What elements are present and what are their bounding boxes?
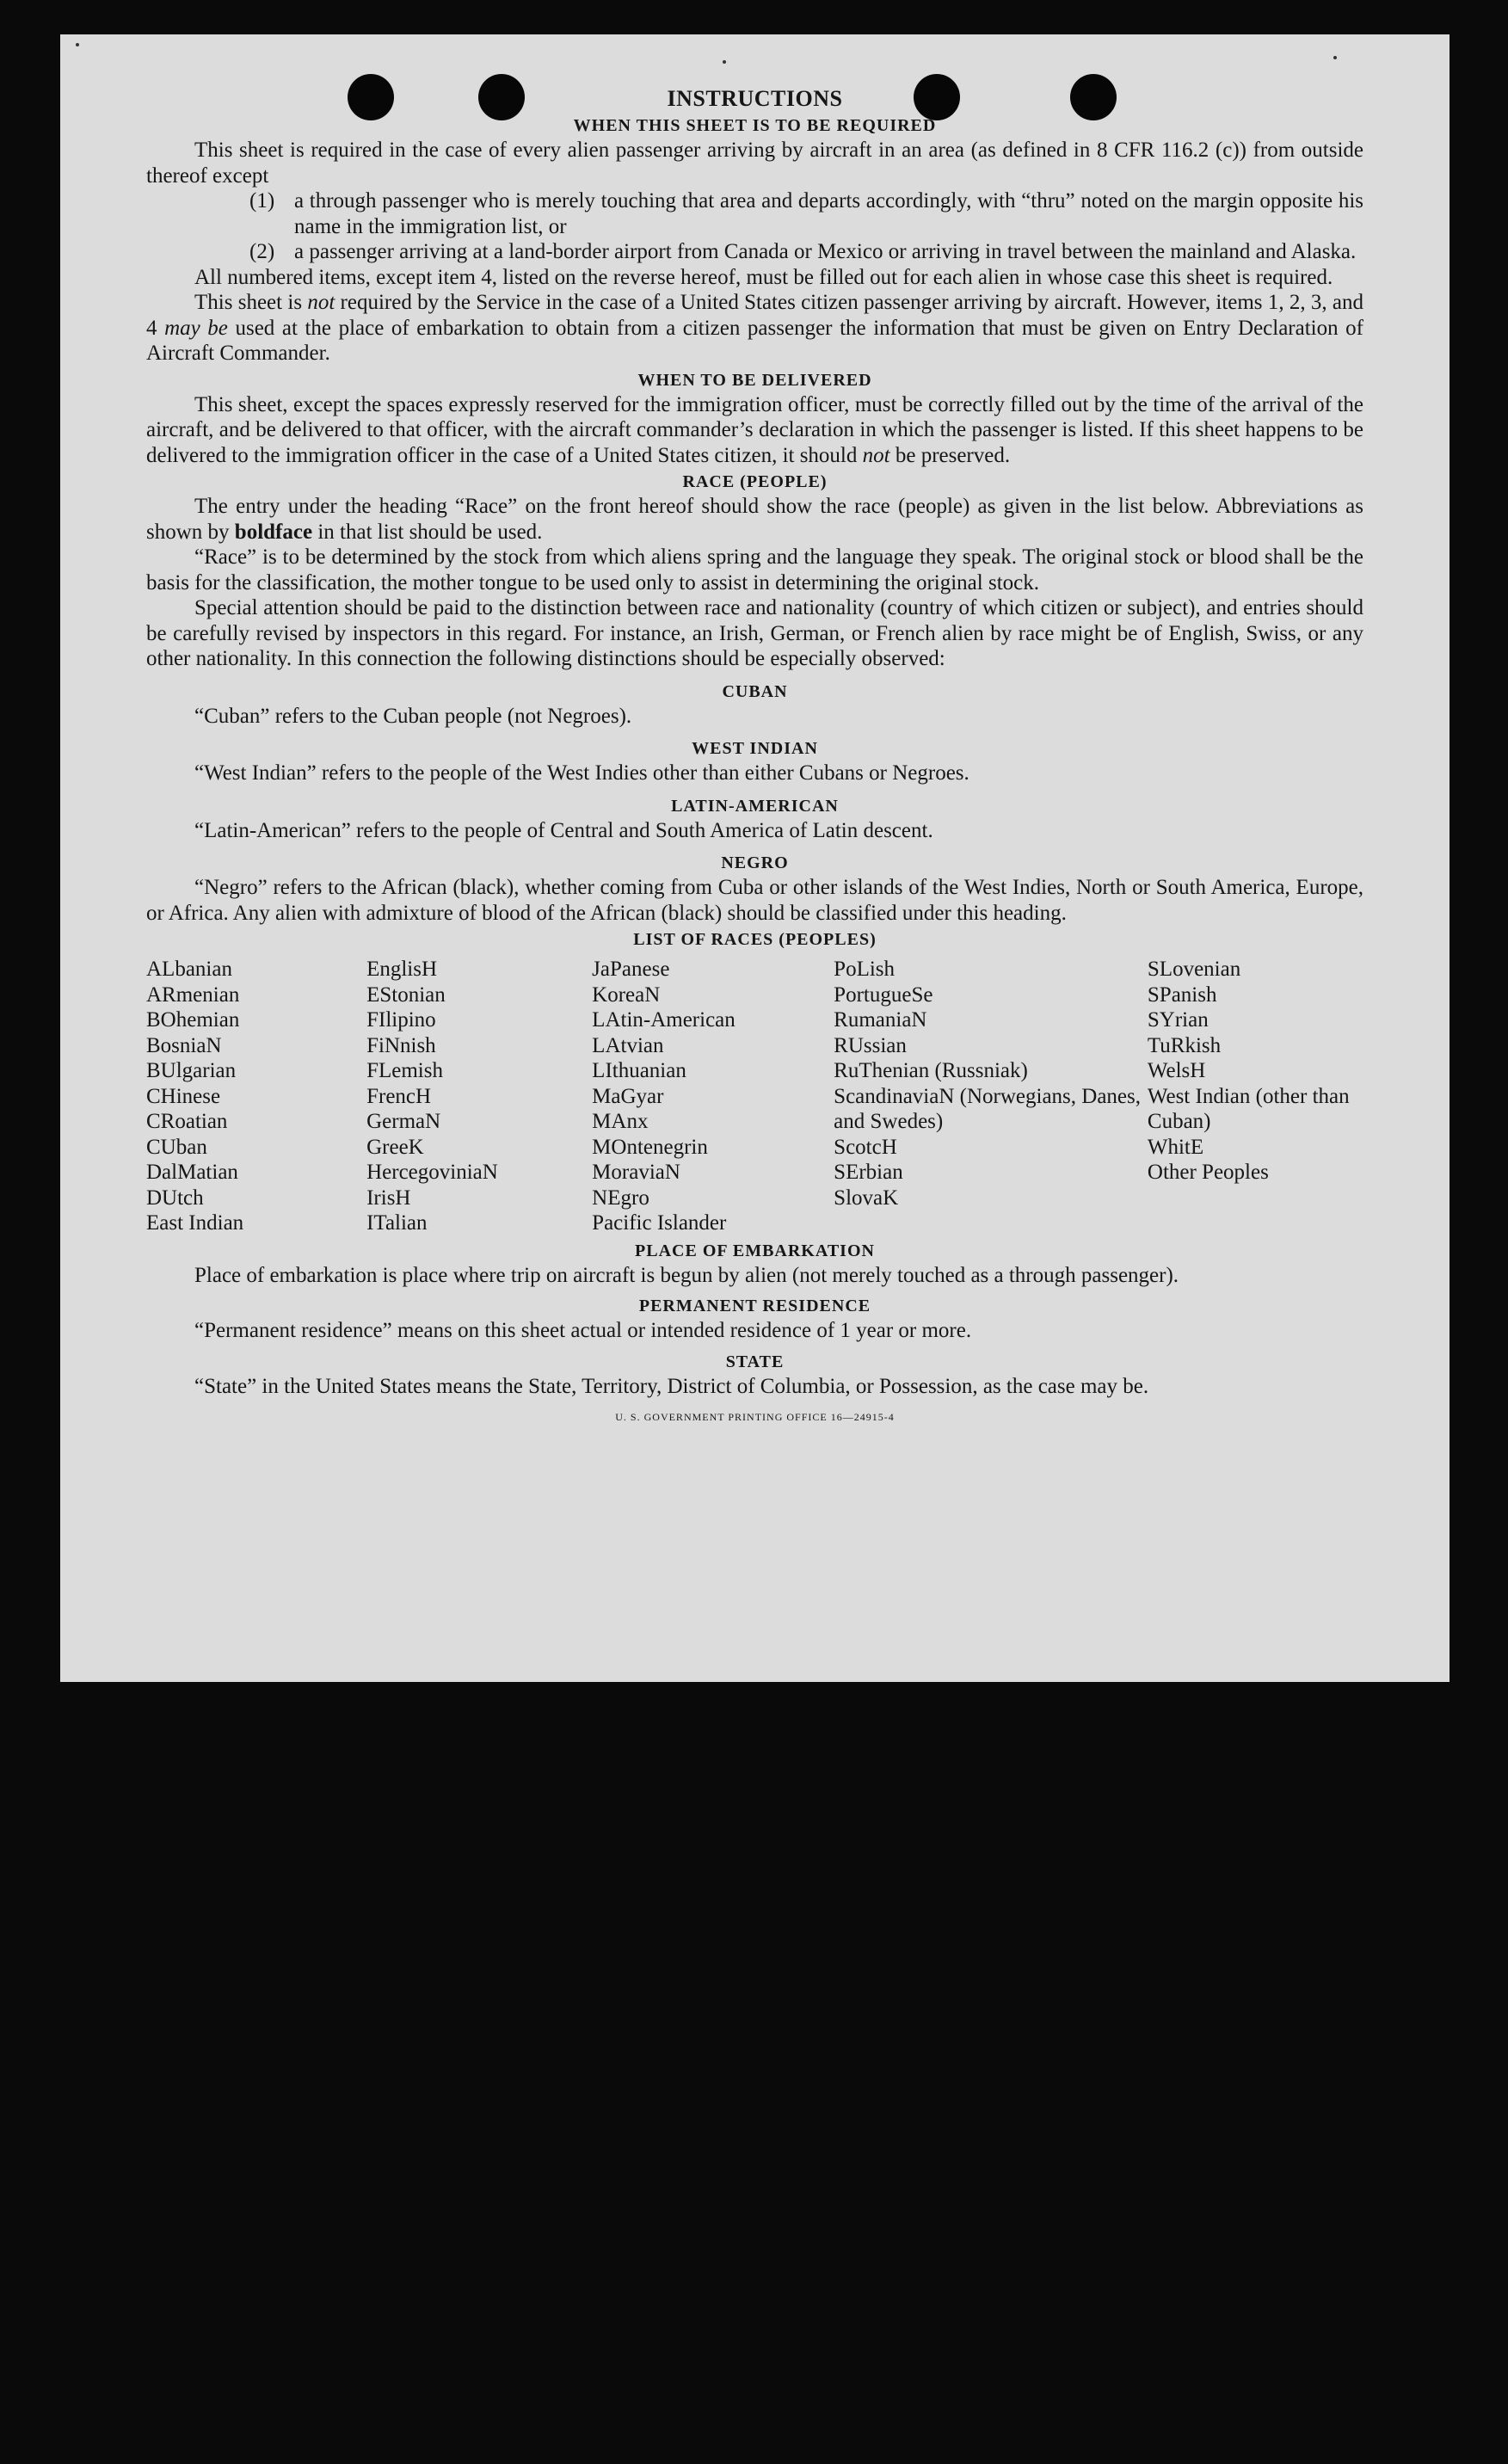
- race-entry: RUssian: [834, 1033, 907, 1057]
- section-heading: STATE: [725, 1352, 785, 1371]
- race-entry: EStonian: [366, 983, 446, 1007]
- race-entry: DalMatian: [146, 1161, 238, 1184]
- printer-imprint: U. S. GOVERNMENT PRINTING OFFICE 16—24915-4: [615, 1411, 895, 1423]
- item-text: a through passenger who is merely touching that area and departs accordingly, with “thru” noted on the margin opposite his name in the immigration list, or: [294, 189, 1363, 238]
- race-entry: KoreaN: [592, 983, 661, 1007]
- race-entry: EnglisH: [366, 958, 438, 981]
- punch-hole: [478, 74, 525, 120]
- race-entry: SErbian: [834, 1161, 903, 1184]
- paragraph: “Cuban” refers to the Cuban people (not Negroes).: [194, 704, 632, 728]
- race-entry: BosniaN: [146, 1033, 222, 1057]
- section-heading: RACE (PEOPLE): [682, 472, 828, 491]
- list-item: [146, 188, 1363, 239]
- race-entry: ITalian: [366, 1211, 428, 1235]
- race-entry: CRoatian: [146, 1110, 228, 1133]
- race-entry: IrisH: [366, 1186, 411, 1210]
- paragraph: All numbered items, except item 4, listed on the reverse hereof, must be filled out for each alien in whose case this sheet is required.: [194, 265, 1333, 289]
- item-text: a passenger arriving at a land-border airport from Canada or Mexico or arriving in travel between the mainland and Alaska.: [294, 240, 1357, 263]
- race-entry: WelsH: [1147, 1059, 1206, 1082]
- race-entry: FLemish: [366, 1059, 443, 1082]
- paragraph: The entry under the heading “Race” on the front hereof should show the race (people) as given in the list below. Abbreviations as shown by boldface in that list should be used.: [146, 495, 1363, 544]
- punch-hole: [1070, 74, 1117, 120]
- race-entry: CUban: [146, 1135, 207, 1159]
- race-column: [834, 957, 1148, 1236]
- punch-hole: [914, 74, 960, 120]
- document-sheet: [60, 34, 1450, 1682]
- race-entry: RumaniaN: [834, 1008, 927, 1032]
- race-entry: SYrian: [1147, 1008, 1209, 1032]
- race-column: [1148, 957, 1363, 1236]
- race-entry: SlovaK: [834, 1186, 899, 1210]
- race-entry: WhitE: [1147, 1135, 1204, 1159]
- paragraph: “Race” is to be determined by the stock from which aliens spring and the language they speak. The original stock or blood shall be the basis for the classification, the mother tongue to be used only to assist in determining the original stock.: [146, 545, 1363, 594]
- race-entry: West Indian (other than Cuban): [1147, 1084, 1350, 1133]
- section-heading: WHEN THIS SHEET IS TO BE REQUIRED: [573, 116, 937, 135]
- section-heading: LIST OF RACES (PEOPLES): [633, 930, 877, 949]
- section-heading: WHEN TO BE DELIVERED: [637, 370, 872, 390]
- race-entry: PortugueSe: [834, 983, 933, 1007]
- section-heading: PLACE OF EMBARKATION: [635, 1241, 875, 1260]
- race-entry: DUtch: [146, 1186, 204, 1210]
- race-entry: BUlgarian: [146, 1059, 237, 1082]
- race-entry: LAtin-American: [592, 1008, 736, 1032]
- race-entry: JaPanese: [592, 958, 670, 981]
- section-heading: CUBAN: [722, 681, 788, 701]
- race-entry: GermaN: [366, 1110, 441, 1133]
- paragraph: Place of embarkation is place where trip on aircraft is begun by alien (not merely touched as a through passenger).: [194, 1263, 1179, 1287]
- section-heading: WEST INDIAN: [692, 739, 818, 758]
- race-entry: NEgro: [592, 1186, 649, 1210]
- race-entry: FrencH: [366, 1084, 432, 1108]
- race-entry: BOhemian: [146, 1008, 240, 1032]
- paragraph: “Permanent residence” means on this sheet actual or intended residence of 1 year or more.: [194, 1319, 972, 1342]
- list-item: [146, 239, 1363, 265]
- paragraph: “West Indian” refers to the people of the West Indies other than either Cubans or Negroes.: [194, 761, 969, 785]
- race-entry: GreeK: [366, 1135, 424, 1159]
- race-entry: CHinese: [146, 1084, 221, 1108]
- paragraph: This sheet is not required by the Service in the case of a United States citizen passenger arriving by aircraft. However, items 1, 2, 3, and 4 may be used at the place of embarkation to obtain from a citizen passenger the information that must be given on Entry Declaration of Aircraft Commander.: [146, 291, 1364, 365]
- race-entry: PoLish: [834, 958, 896, 981]
- paragraph: “State” in the United States means the State, Territory, District of Columbia, or Possession, as the case may be.: [194, 1374, 1149, 1398]
- paragraph: This sheet is required in the case of every alien passenger arriving by aircraft in an area (as defined in 8 CFR 116.2 (c)) from outside thereof except: [146, 139, 1363, 188]
- race-entry: Other Peoples: [1147, 1161, 1269, 1184]
- race-entry: Pacific Islander: [592, 1211, 727, 1235]
- race-entry: FiNnish: [366, 1033, 436, 1057]
- race-column: [366, 957, 592, 1236]
- race-entry: MaGyar: [592, 1084, 664, 1108]
- race-column: [592, 957, 834, 1236]
- race-entry: MOntenegrin: [592, 1135, 708, 1159]
- item-number: (1): [249, 189, 275, 213]
- paragraph: This sheet, except the spaces expressly reserved for the immigration officer, must be correctly filled out by the time of the arrival of the aircraft, and be delivered to that officer, with the aircraft commander’s declaration in which the passenger is listed. If this sheet happens to be delivered to the immigration officer in the case of a United States citizen, it should not be preserved.: [146, 392, 1363, 467]
- punch-hole: [348, 74, 394, 120]
- race-entry: RuThenian (Russniak): [834, 1059, 1028, 1082]
- paragraph: “Latin-American” refers to the people of Central and South America of Latin descent.: [194, 818, 933, 842]
- race-entry: ARmenian: [146, 983, 240, 1007]
- race-entry: HercegoviniaN: [366, 1161, 498, 1184]
- race-list: [146, 957, 1363, 1236]
- race-entry: MoraviaN: [592, 1161, 680, 1184]
- race-entry: TuRkish: [1147, 1033, 1222, 1057]
- section-heading: PERMANENT RESIDENCE: [638, 1297, 871, 1315]
- race-entry: ALbanian: [146, 958, 232, 981]
- race-entry: SPanish: [1147, 983, 1217, 1007]
- race-entry: FIlipino: [366, 1008, 436, 1032]
- section-heading: NEGRO: [721, 853, 789, 872]
- section-heading: LATIN-AMERICAN: [671, 796, 839, 816]
- race-entry: MAnx: [592, 1110, 649, 1133]
- paragraph: Special attention should be paid to the distinction between race and nationality (country of which citizen or subject), and entries should be carefully revised by inspectors in this regard. For instance, an Irish, German, or French alien by race might be of English, Swiss, or any other nationality. In this connection the following distinctions should be especially observed:: [146, 596, 1363, 670]
- race-entry: ScotcH: [834, 1135, 897, 1159]
- race-entry: LAtvian: [592, 1033, 664, 1057]
- race-entry: LIthuanian: [592, 1059, 686, 1082]
- race-entry: East Indian: [146, 1211, 244, 1235]
- race-entry: ScandinaviaN (Norwegians, Danes, and Swedes): [834, 1084, 1142, 1133]
- race-entry: SLovenian: [1147, 958, 1241, 981]
- item-number: (2): [249, 240, 275, 263]
- paragraph: “Negro” refers to the African (black), whether coming from Cuba or other islands of the West Indies, North or South America, Europe, or Africa. Any alien with admixture of blood of the African (black) should be classified under this heading.: [146, 876, 1363, 925]
- race-column: [146, 957, 366, 1236]
- instructions-title: INSTRUCTIONS: [667, 86, 843, 111]
